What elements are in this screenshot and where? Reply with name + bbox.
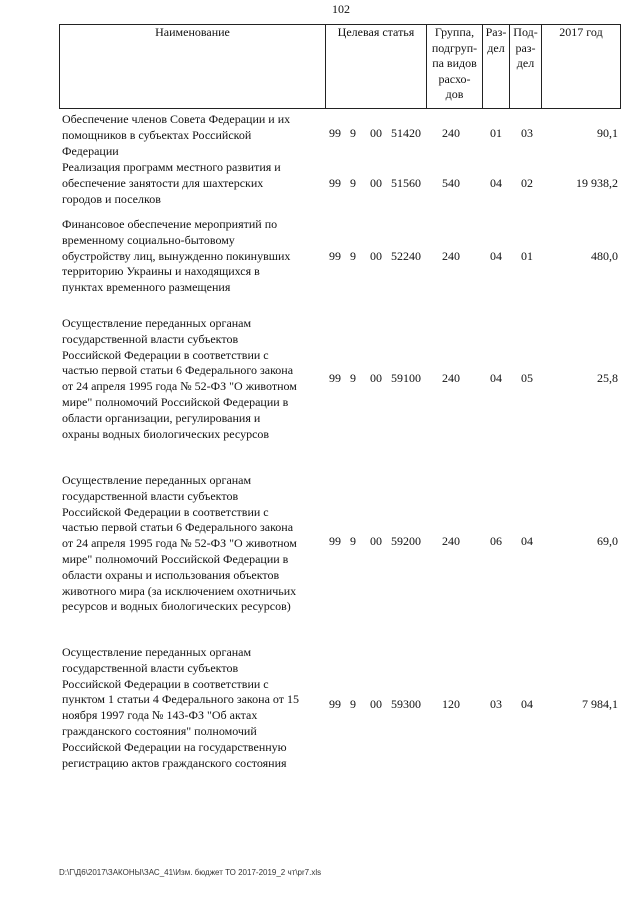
row-name [62, 160, 324, 207]
row-name-line: Финансовое обеспечение мероприятий по [62, 217, 278, 231]
header-group-line: дов [445, 87, 464, 101]
target-program: 99 [329, 534, 341, 548]
row-name-line: обустройству лиц, вынужденно покинувших [62, 248, 291, 263]
amount-2017: 25,8 [597, 371, 618, 385]
row-name-line: государственной власти субъектов [62, 488, 239, 503]
target-program: 99 [329, 697, 341, 711]
row-name-line: Российской Федерации в соответствии с [62, 676, 269, 691]
section-code: 04 [490, 371, 502, 385]
row-name-line: Реализация программ местного развития и [62, 160, 281, 174]
row-name-line: частью первой статьи 6 Федерального закона [62, 363, 294, 378]
header-section [482, 24, 510, 109]
row-name-line: гражданского состояния" полномочий [62, 723, 257, 738]
row-name-line: ресурсов и водных биологических ресурсов) [62, 599, 291, 614]
expense-group: 240 [442, 249, 460, 263]
row-name-line: территорию Украины и находящихся в [62, 264, 260, 279]
header-target [325, 24, 427, 109]
row-name-line: Российской Федерации на государственную [62, 739, 287, 754]
row-name-line: области охраны и использования объектов [62, 567, 280, 582]
target-main-activity: 00 [370, 176, 382, 190]
row-name-line: Федерации [62, 143, 119, 158]
row-name [62, 316, 324, 442]
row-name-line: Осуществление переданных органам [62, 316, 252, 330]
amount-2017: 90,1 [597, 126, 618, 140]
target-main-activity: 00 [370, 697, 382, 711]
expense-group: 240 [442, 371, 460, 385]
row-name [62, 473, 324, 615]
amount-2017: 7 984,1 [582, 697, 618, 711]
amount-2017: 69,0 [597, 534, 618, 548]
row-name-line: животного мира (за исключением охотничьих [62, 583, 297, 598]
target-subprogram: 9 [350, 126, 356, 140]
header-group-line: расхо- [438, 71, 471, 86]
target-program: 99 [329, 176, 341, 190]
row-name-line: охраны водных биологических ресурсов [62, 426, 270, 441]
row-name-line: пунктом 1 статьи 4 Федерального закона от 15 [62, 692, 299, 707]
row-name [62, 112, 324, 159]
section-code: 06 [490, 534, 502, 548]
row-name-line: пунктах временного размещения [62, 280, 231, 295]
target-program: 99 [329, 126, 341, 140]
file-path-footer: D:\Г\Д6\2017\ЗАКОНЫ\ЗАС_41\Изм. бюджет ТО 2017-2019_2 чт\pr7.xls [59, 868, 322, 877]
expense-group: 240 [442, 126, 460, 140]
target-direction: 51420 [391, 126, 421, 140]
section-code: 04 [490, 249, 502, 263]
row-name [62, 217, 324, 296]
target-program: 99 [329, 371, 341, 385]
amount-2017: 19 938,2 [576, 176, 618, 190]
target-direction: 59200 [391, 534, 421, 548]
row-name [62, 645, 324, 771]
target-main-activity: 00 [370, 126, 382, 140]
row-name-line: Осуществление переданных органам [62, 645, 252, 659]
subsection-code: 02 [521, 176, 533, 190]
row-name-line: мире" полномочий Российской Федерации в [62, 394, 289, 409]
target-main-activity: 00 [370, 249, 382, 263]
header-group [426, 24, 483, 109]
target-main-activity: 00 [370, 534, 382, 548]
row-name-line: помощников в субъектах Российской [62, 127, 252, 142]
target-subprogram: 9 [350, 249, 356, 263]
header-subsection-line: раз- [515, 40, 536, 55]
row-name-line: временному социально-бытовому [62, 232, 235, 247]
header-section-line: дел [487, 40, 505, 55]
row-name-line: Российской Федерации в соответствии с [62, 347, 269, 362]
row-name-line: области организации, регулирования и [62, 410, 261, 425]
header-subsection [509, 24, 542, 109]
subsection-code: 03 [521, 126, 533, 140]
row-name-line: мире" полномочий Российской Федерации в [62, 551, 289, 566]
header-group-line: па видов [432, 56, 477, 70]
target-direction: 51560 [391, 176, 421, 190]
expense-group: 540 [442, 176, 460, 190]
row-name-line: от 24 апреля 1995 года № 52-ФЗ "О животном [62, 536, 297, 551]
row-name-line: регистрацию актов гражданского состояния [62, 755, 287, 770]
header-year [541, 24, 621, 109]
header-year-text: 2017 год [559, 25, 603, 39]
row-name-line: частью первой статьи 6 Федерального закона [62, 520, 294, 535]
expense-group: 240 [442, 534, 460, 548]
target-subprogram: 9 [350, 176, 356, 190]
row-name-line: ноября 1997 года № 143-ФЗ "Об актах [62, 708, 258, 723]
target-program: 99 [329, 249, 341, 263]
row-name-line: Российской Федерации в соответствии с [62, 504, 269, 519]
row-name-line: от 24 апреля 1995 года № 52-ФЗ "О животном [62, 379, 297, 394]
section-code: 04 [490, 176, 502, 190]
row-name-line: государственной власти субъектов [62, 660, 239, 675]
section-code: 03 [490, 697, 502, 711]
header-target-text: Целевая статья [337, 25, 415, 39]
row-name-line: Осуществление переданных органам [62, 473, 252, 487]
amount-2017: 480,0 [591, 249, 618, 263]
subsection-code: 04 [521, 534, 533, 548]
header-name [59, 24, 326, 109]
header-name-text: Наименование [155, 25, 230, 39]
page-number: 102 [332, 2, 350, 16]
target-direction: 52240 [391, 249, 421, 263]
target-subprogram: 9 [350, 534, 356, 548]
row-name-line: государственной власти субъектов [62, 331, 239, 346]
expense-group: 120 [442, 697, 460, 711]
target-subprogram: 9 [350, 697, 356, 711]
header-subsection-line: Под- [513, 25, 538, 39]
subsection-code: 04 [521, 697, 533, 711]
header-group-line: подгруп- [431, 40, 478, 55]
row-name-line: городов и поселков [62, 191, 161, 206]
target-direction: 59300 [391, 697, 421, 711]
section-code: 01 [490, 126, 502, 140]
subsection-code: 05 [521, 371, 533, 385]
header-section-line: Раз- [485, 25, 507, 39]
subsection-code: 01 [521, 249, 533, 263]
target-main-activity: 00 [370, 371, 382, 385]
header-subsection-line: дел [516, 56, 535, 70]
row-name-line: Обеспечение членов Совета Федерации и их [62, 112, 291, 126]
target-direction: 59100 [391, 371, 421, 385]
target-subprogram: 9 [350, 371, 356, 385]
header-group-line: Группа, [434, 25, 475, 39]
row-name-line: обеспечение занятости для шахтерских [62, 175, 264, 190]
